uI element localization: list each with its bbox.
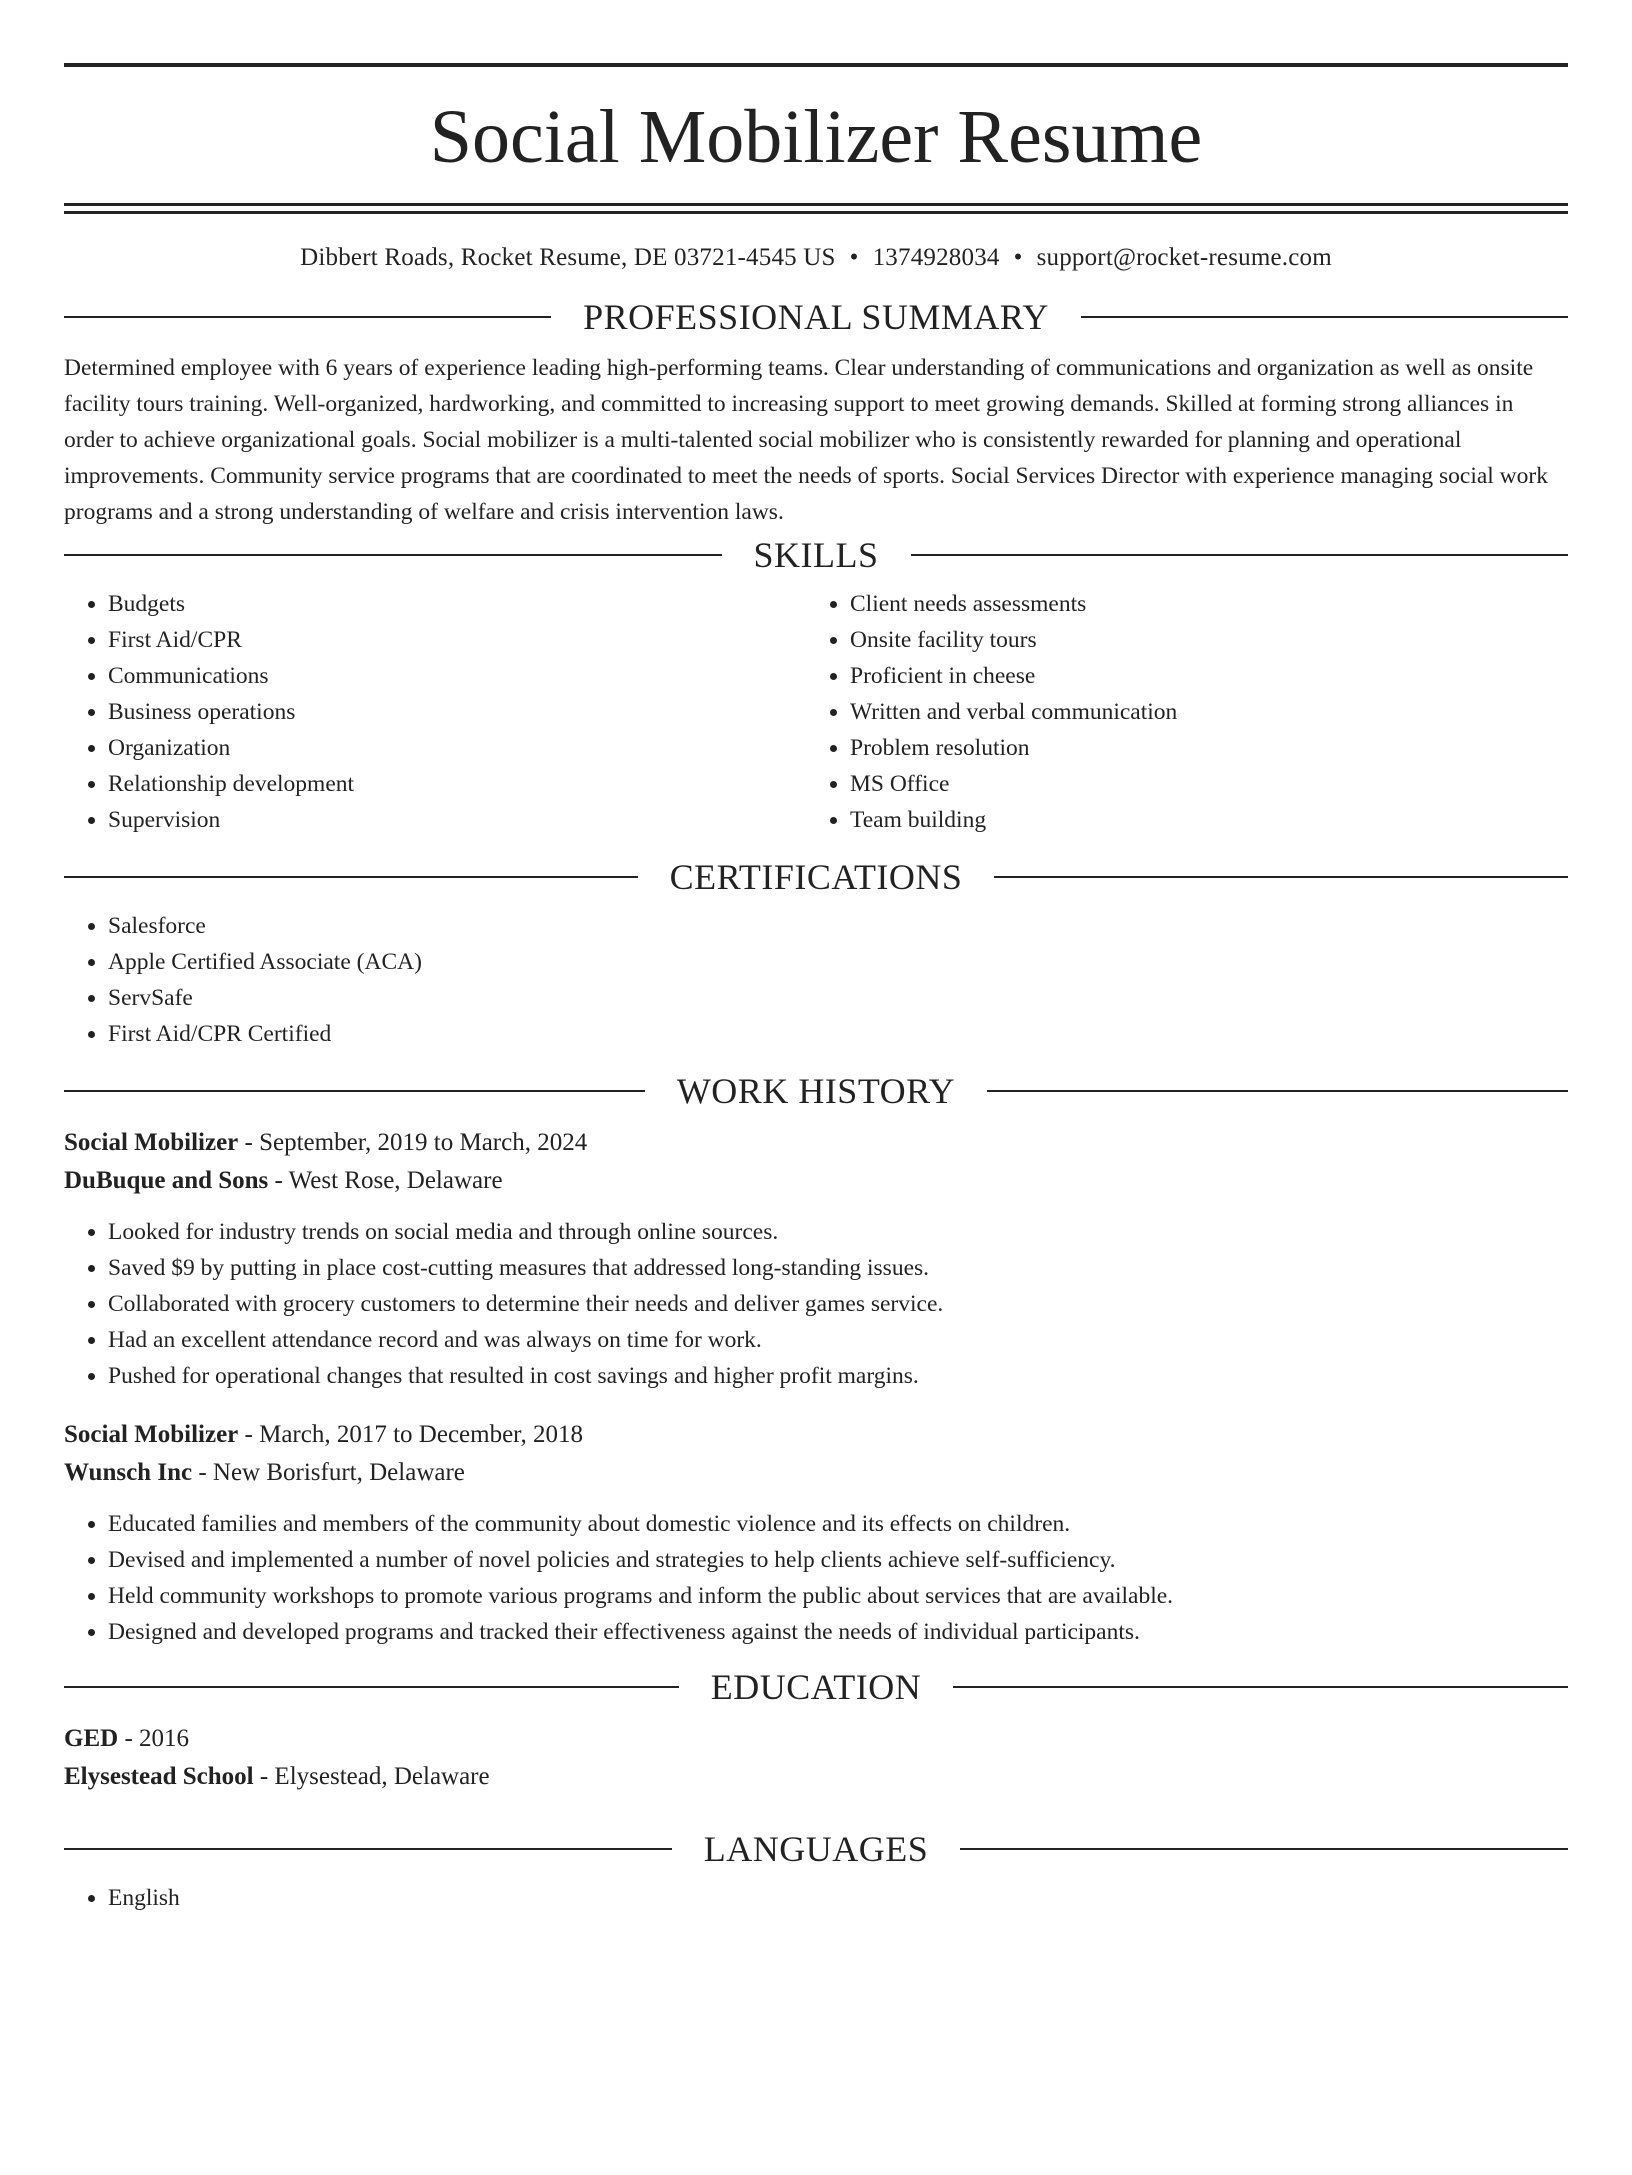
education-degree-line (64, 1720, 1568, 1758)
heading-rule (64, 1686, 679, 1688)
skills-list-left (64, 586, 806, 838)
languages-heading: LANGUAGES (703, 1829, 929, 1869)
work-heading: WORK HISTORY (676, 1071, 956, 1111)
job-bullet: • Educated families and members of the community about domestic violence and its effects on children. (108, 1506, 1568, 1542)
contact-separator: • (1013, 244, 1023, 271)
job-dates: - September, 2019 to March, 2024 (238, 1129, 588, 1156)
heading-rule (911, 554, 1569, 556)
title-double-rule (64, 203, 1568, 214)
job-location: - West Rose, Delaware (268, 1167, 503, 1194)
job-entry (64, 1124, 1568, 1394)
job-bullets (64, 1214, 1568, 1394)
job-bullet: • Had an excellent attendance record and was always on time for work. (108, 1322, 1568, 1358)
certification-item: • First Aid/CPR Certified (108, 1016, 1568, 1052)
heading-rule (1081, 316, 1568, 318)
skill-item: • Budgets (108, 586, 806, 622)
skills-list-right (806, 586, 1548, 838)
skill-item: • Communications (108, 658, 806, 694)
heading-rule (64, 1090, 645, 1092)
job-bullet: • Pushed for operational changes that resulted in cost savings and higher profit margins. (108, 1358, 1568, 1394)
skills-column-left (64, 586, 806, 838)
languages-list (64, 1880, 1568, 1916)
education-entry (64, 1720, 1568, 1796)
heading-rule (64, 876, 638, 878)
education-heading: EDUCATION (710, 1667, 922, 1707)
heading-rule (64, 1848, 672, 1850)
resume-page (0, 63, 1632, 2175)
languages-section-heading (64, 1828, 1568, 1870)
skills-section-heading (64, 534, 1568, 576)
certification-item: • Salesforce (108, 908, 1568, 944)
job-company-line (64, 1454, 1568, 1492)
job-bullet: • Collaborated with grocery customers to determine their needs and deliver games service. (108, 1286, 1568, 1322)
job-company-line (64, 1162, 1568, 1200)
education-location: - Elysestead, Delaware (253, 1763, 490, 1790)
contact-line (64, 244, 1568, 272)
certifications-list (64, 908, 1568, 1052)
job-location: - New Borisfurt, Delaware (192, 1459, 465, 1486)
skill-item: • Relationship development (108, 766, 806, 802)
education-school-line (64, 1758, 1568, 1796)
heading-rule (64, 554, 722, 556)
job-entry (64, 1416, 1568, 1650)
job-bullet: • Looked for industry trends on social media and through online sources. (108, 1214, 1568, 1250)
job-company: DuBuque and Sons (64, 1167, 269, 1194)
heading-rule (987, 1090, 1568, 1092)
summary-text: Determined employee with 6 years of experience leading high-performing teams. Clear understanding of communications and organization as well as onsite facility tours training. Well-organized, hardworking, and committed to increasing support to meet growing demands. Skilled at forming strong alliances in order to achieve organizational goals. Social mobilizer is a multi-talented social mobilizer who is consistently rewarded for planning and operational improvements. Community service programs that are coordinated to meet the needs of sports. Social Services Director with experience managing social work programs and a strong understanding of welfare and crisis intervention laws. (64, 355, 1548, 525)
job-title: Social Mobilizer (64, 1421, 239, 1448)
skill-item: • Team building (850, 802, 1548, 838)
job-bullet: • Held community workshops to promote various programs and inform the public about services that are available. (108, 1578, 1568, 1614)
skill-item: • Problem resolution (850, 730, 1548, 766)
job-bullet: • Designed and developed programs and tracked their effectiveness against the needs of individual participants. (108, 1614, 1568, 1650)
heading-rule (994, 876, 1568, 878)
skills-grid (64, 586, 1568, 838)
education-section-heading (64, 1666, 1568, 1708)
heading-rule (953, 1686, 1568, 1688)
job-title-line (64, 1416, 1568, 1454)
education-school: Elysestead School (64, 1763, 254, 1790)
job-dates: - March, 2017 to December, 2018 (238, 1421, 584, 1448)
certification-item: • ServSafe (108, 980, 1568, 1016)
job-title: Social Mobilizer (64, 1129, 239, 1156)
certification-item: • Apple Certified Associate (ACA) (108, 944, 1568, 980)
job-title-line (64, 1124, 1568, 1162)
education-year: - 2016 (118, 1725, 190, 1752)
contact-phone: 1374928034 (872, 244, 1000, 271)
job-company: Wunsch Inc (64, 1459, 193, 1486)
skill-item: • Organization (108, 730, 806, 766)
contact-email: support@rocket-resume.com (1036, 244, 1332, 271)
skill-item: • Supervision (108, 802, 806, 838)
skills-heading: SKILLS (753, 535, 879, 575)
skill-item: • Written and verbal communication (850, 694, 1548, 730)
education-degree: GED (64, 1725, 119, 1752)
contact-separator: • (849, 244, 859, 271)
heading-rule (64, 316, 551, 318)
work-section-heading (64, 1070, 1568, 1112)
summary-section-heading (64, 296, 1568, 338)
top-rule (64, 63, 1568, 67)
skill-item: • Business operations (108, 694, 806, 730)
skill-item: • First Aid/CPR (108, 622, 806, 658)
skill-item: • Proficient in cheese (850, 658, 1548, 694)
skill-item: • Client needs assessments (850, 586, 1548, 622)
certifications-section-heading (64, 856, 1568, 898)
heading-rule (960, 1848, 1568, 1850)
contact-address: Dibbert Roads, Rocket Resume, DE 03721-4545 US (300, 244, 836, 271)
job-bullet: • Devised and implemented a number of novel policies and strategies to help clients achieve self-sufficiency. (108, 1542, 1568, 1578)
skill-item: • MS Office (850, 766, 1548, 802)
skill-item: • Onsite facility tours (850, 622, 1548, 658)
job-bullet: • Saved $9 by putting in place cost-cutting measures that addressed long-standing issues. (108, 1250, 1568, 1286)
skills-column-right (806, 586, 1548, 838)
resume-title: Social Mobilizer Resume (429, 95, 1203, 179)
job-bullets (64, 1506, 1568, 1650)
certifications-heading: CERTIFICATIONS (669, 857, 963, 897)
language-item: • English (108, 1880, 1568, 1916)
summary-heading: PROFESSIONAL SUMMARY (583, 297, 1049, 337)
